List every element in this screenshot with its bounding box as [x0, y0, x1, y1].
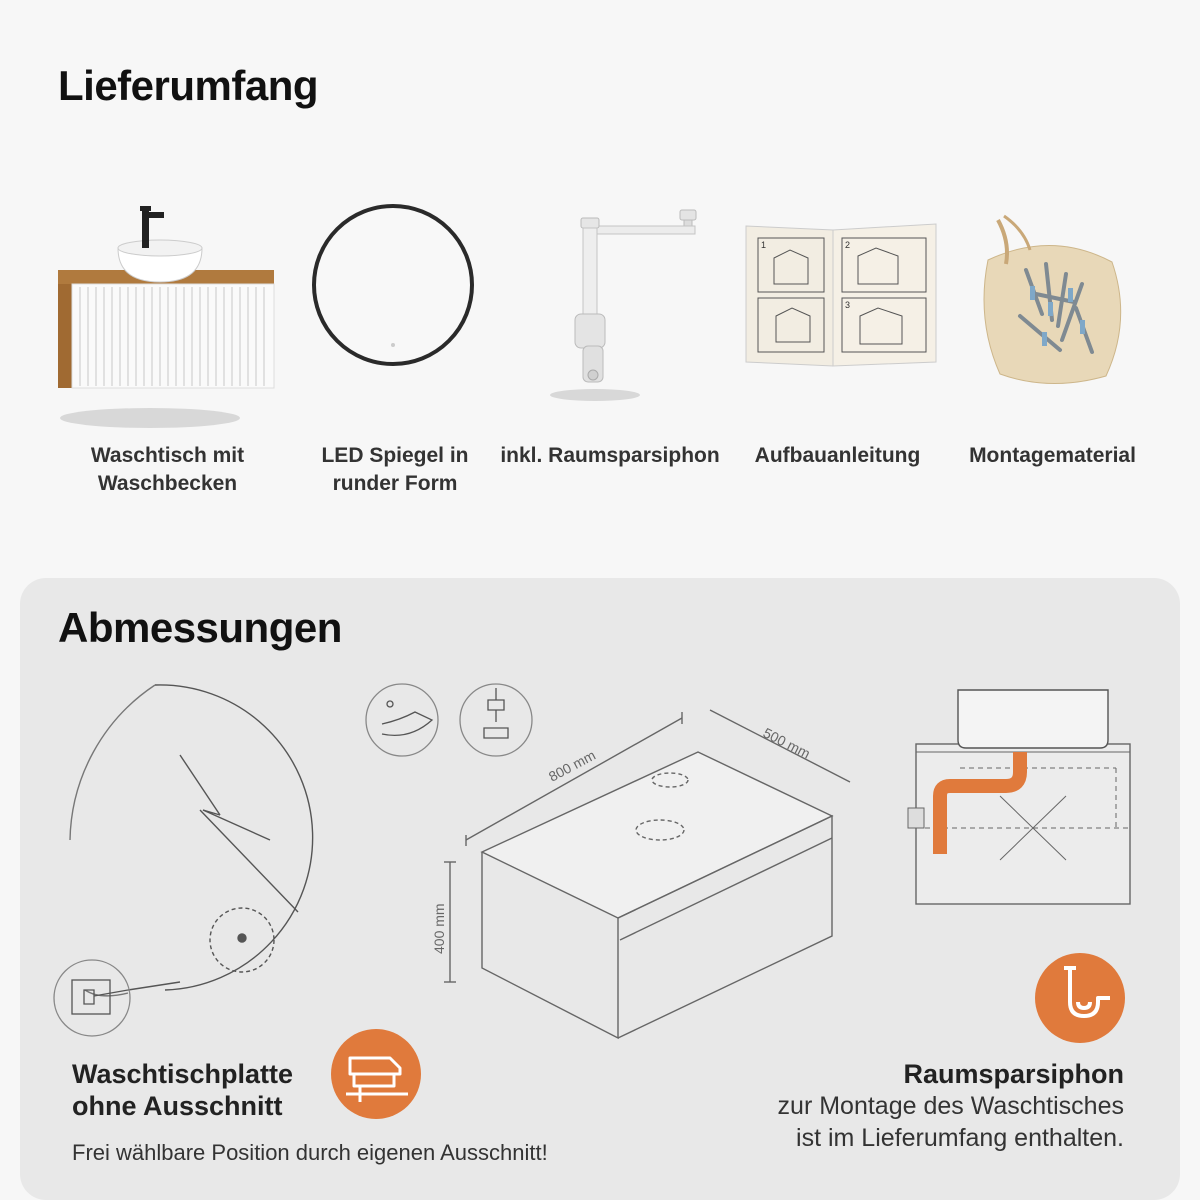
right-annotation-title: Raumsparsiphon: [903, 1059, 1124, 1089]
jigsaw-icon: [330, 1028, 422, 1120]
right-annotation: [604, 1058, 1124, 1154]
vanity-unit-icon: [40, 190, 295, 435]
hardware-bag-icon: [950, 190, 1155, 435]
manual-step-3: 3: [845, 300, 851, 310]
item-caption: LED Spiegel in runder Form: [321, 444, 469, 495]
dimension-width-label: 800 mm: [545, 746, 599, 785]
siphon-badge-icon: [1034, 952, 1126, 1044]
siphon-icon: [495, 190, 725, 435]
dimensions-drawing: [20, 660, 1180, 1060]
item-siphon: [495, 190, 725, 520]
left-annotation-desc: Frei wählbare Position durch eigenen Ausschnitt!: [72, 1140, 548, 1165]
plug-icon: [460, 684, 532, 756]
right-annotation-desc: zur Montage des Waschtisches ist im Lieferumfang enthalten.: [777, 1092, 1124, 1152]
delivery-items: [40, 190, 1170, 520]
item-manual: [730, 190, 945, 520]
dimension-depth-label: 500 mm: [760, 724, 813, 762]
cabinet-drawing: [444, 710, 850, 1038]
item-vanity: [40, 190, 295, 520]
item-mirror: [290, 190, 500, 520]
siphon-install-diagram: [908, 690, 1130, 904]
touch-sensor-icon: [366, 684, 438, 756]
mirror-drawing: [70, 685, 313, 996]
item-caption: Montagematerial: [969, 444, 1136, 467]
section-title-lieferumfang: Lieferumfang: [58, 62, 319, 109]
manual-step-2: 2: [845, 240, 851, 250]
item-hardware: [950, 190, 1155, 520]
manual-icon: [730, 190, 945, 435]
section-title-abmessungen: Abmessungen: [58, 604, 342, 651]
item-caption: Aufbauanleitung: [754, 444, 921, 467]
item-caption: inkl. Raumsparsiphon: [500, 444, 720, 467]
left-annotation-title: Waschtischplatte ohne Ausschnitt: [72, 1059, 294, 1121]
round-mirror-icon: [290, 190, 500, 435]
item-caption: Waschtisch mit Waschbecken: [90, 444, 245, 495]
dimension-height-label: 400 mm: [431, 903, 447, 954]
power-socket-icon: [54, 960, 130, 1036]
manual-step-1: 1: [761, 240, 767, 250]
